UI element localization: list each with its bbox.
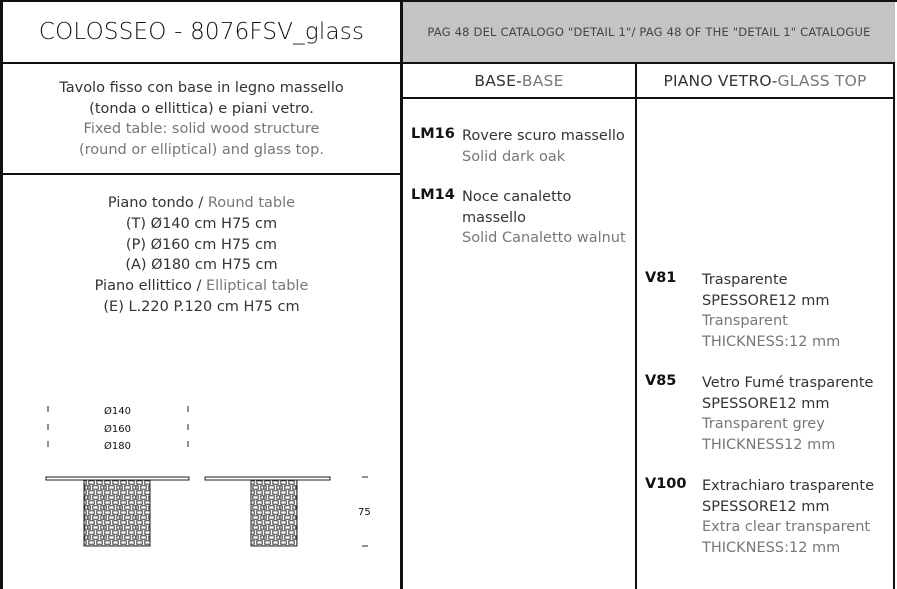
- top-code: V85: [645, 373, 677, 389]
- base-it-line2: massello: [462, 209, 526, 226]
- elliptical-table-en: Elliptical table: [201, 278, 309, 295]
- top-text: [702, 476, 892, 558]
- top-en-line1: Transparent: [702, 313, 788, 329]
- size-line: (T) Ø140 cm H75 cm: [125, 215, 278, 232]
- frame-right: [893, 0, 895, 589]
- top-it-line2: SPESSORE12 mm: [702, 395, 830, 412]
- top-text: [702, 270, 892, 352]
- diameter-label: Ø180: [104, 441, 131, 452]
- base-it: Rovere scuro massello: [462, 128, 625, 144]
- product-title: COLOSSEO - 8076FSV_glass: [38, 19, 365, 45]
- size-line-elliptical: (E) L.220 P.120 cm H75 cm: [103, 298, 300, 315]
- description-en-line1: Fixed table: solid wood structure: [83, 121, 320, 137]
- top-en-line1: Extra clear transparent: [702, 519, 871, 535]
- catalog-reference: PAG 48 DEL CATALOGO "DETAIL 1"/ PAG 48 OF THE "DETAIL 1" CATALOGUE: [403, 2, 895, 62]
- frame-desc-bottom: [0, 173, 401, 175]
- table-front-view: [46, 477, 189, 546]
- top-en-line2: THICKNESS:12 mm: [702, 333, 841, 350]
- base-heading-en: BASE: [521, 72, 564, 90]
- top-column-heading: [637, 64, 893, 98]
- table-diagram: [40, 400, 380, 550]
- base-en: Solid dark oak: [462, 148, 566, 165]
- top-heading-it: PIANO VETRO: [663, 72, 772, 90]
- base-en: Solid Canaletto walnut: [462, 230, 626, 246]
- top-it-line1: Trasparente: [702, 272, 788, 288]
- base-column-heading: [403, 64, 635, 98]
- top-en-line1: Transparent grey: [702, 416, 825, 432]
- product-description: [3, 78, 400, 160]
- elliptical-table-it: Piano ellittico /: [94, 278, 202, 295]
- top-en-line2: THICKNESS:12 mm: [702, 539, 841, 556]
- round-table-en: Round table: [203, 195, 296, 211]
- table-side-view: [205, 477, 330, 546]
- size-line: (A) Ø180 cm H75 cm: [125, 257, 278, 274]
- base-text: [462, 126, 634, 167]
- round-table-heading: [3, 193, 400, 214]
- description-it-line1: Tavolo fisso con base in legno massello: [59, 80, 344, 96]
- top-it-line1: Extrachiaro trasparente: [702, 478, 875, 494]
- base-heading-it: BASE: [474, 72, 517, 90]
- top-en-line2: THICKNESS12 mm: [702, 436, 836, 453]
- height-label: 75: [358, 507, 371, 518]
- top-heading-en: GLASS TOP: [777, 72, 867, 90]
- heading-separator: -: [516, 72, 522, 90]
- frame-col-divider: [635, 62, 637, 589]
- base-code: LM16: [411, 126, 455, 142]
- description-it-line2: (tonda o ellittica) e piani vetro.: [89, 100, 314, 117]
- top-text: [702, 373, 892, 455]
- base-code: LM14: [411, 187, 455, 203]
- base-text: [462, 187, 634, 249]
- heading-separator: -: [771, 72, 778, 90]
- top-it-line1: Vetro Fumé trasparente: [702, 375, 874, 391]
- top-code: V100: [645, 476, 687, 492]
- sizes-block: [3, 193, 400, 318]
- description-en-line2: (round or elliptical) and glass top.: [79, 141, 324, 158]
- round-table-it: Piano tondo /: [107, 195, 204, 211]
- top-it-line2: SPESSORE12 mm: [702, 292, 830, 309]
- base-it-line1: Noce canaletto: [462, 189, 572, 205]
- diameter-label: Ø140: [104, 406, 131, 417]
- table-drawing: [40, 400, 380, 550]
- elliptical-table-heading: [3, 276, 400, 297]
- size-line: (P) Ø160 cm H75 cm: [125, 236, 278, 253]
- top-code: V81: [645, 270, 677, 286]
- diameter-label: Ø160: [104, 424, 131, 435]
- top-it-line2: SPESSORE12 mm: [702, 498, 830, 515]
